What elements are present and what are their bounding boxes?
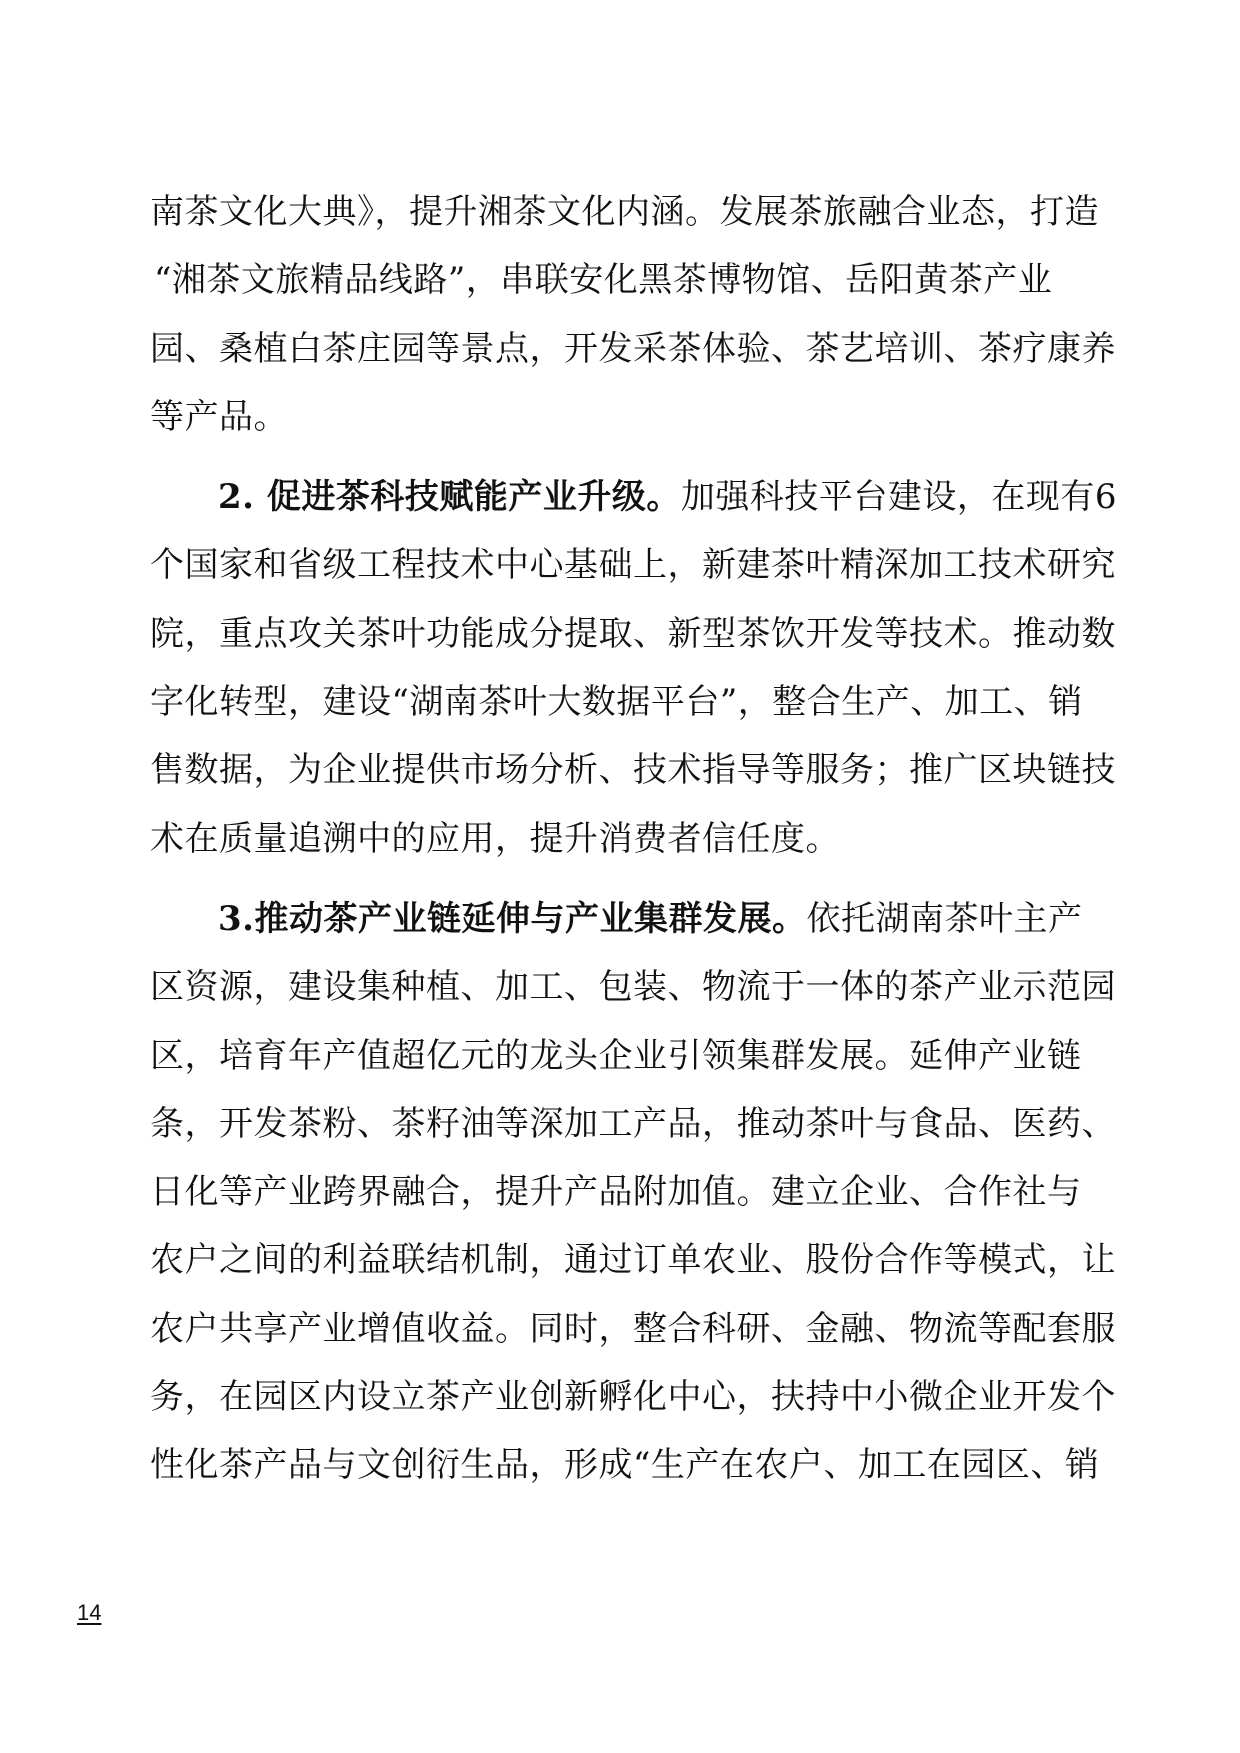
text-line: 农户共享产业增值收益。同时，整合科研、金融、物流等配套服 bbox=[150, 1308, 1116, 1349]
text-line bbox=[150, 463, 1117, 531]
text-line: 区资源，建设集种植、加工、包装、物流于一体的茶产业示范园 bbox=[150, 967, 1116, 1008]
text-line: 日化等产业跨界融合，提升产品附加值。建立企业、合作社与 bbox=[150, 1172, 1082, 1213]
text-line: 务，在园区内设立茶产业创新孵化中心，扶持中小微企业开发个 bbox=[150, 1377, 1116, 1418]
text-line: 园、桑植白茶庄园等景点，开发采茶体验、茶艺培训、茶疗康养 bbox=[150, 328, 1116, 369]
text-line: 术在质量追溯中的应用，提升消费者信任度。 bbox=[150, 818, 840, 859]
heading-line-rest: 加强科技平台建设，在现有6 bbox=[680, 477, 1117, 518]
text-line: 字化转型，建设“湖南茶叶大数据平台”，整合生产、加工、销 bbox=[150, 682, 1083, 723]
heading-line-rest: 依托湖南茶叶主产 bbox=[806, 898, 1083, 939]
section-heading: 2. 促进茶科技赋能产业升级。 bbox=[218, 477, 681, 518]
text-line: 售数据，为企业提供市场分析、技术指导等服务；推广区块链技 bbox=[150, 750, 1116, 791]
text-line: 性化茶产品与文创衍生品，形成“生产在农户、加工在园区、销 bbox=[150, 1445, 1100, 1486]
paragraph-tea-technology bbox=[150, 463, 1117, 873]
paragraph-tea-culture bbox=[150, 178, 1116, 451]
page-number: 14 bbox=[77, 1600, 102, 1625]
paragraph-industry-chain bbox=[150, 885, 1116, 1500]
document-body bbox=[150, 178, 1117, 1500]
text-line bbox=[150, 885, 1083, 953]
text-line: 院，重点攻关茶叶功能成分提取、新型茶饮开发等技术。推动数 bbox=[150, 613, 1116, 654]
section-heading: 3.推动茶产业链延伸与产业集群发展。 bbox=[218, 898, 807, 939]
text-line: “湘茶文旅精品线路”，串联安化黑茶博物馆、岳阳黄茶产业 bbox=[154, 260, 1053, 301]
text-line: 区，培育年产值超亿元的龙头企业引领集群发展。延伸产业链 bbox=[150, 1035, 1082, 1076]
text-line: 个国家和省级工程技术中心基础上，新建茶叶精深加工技术研究 bbox=[150, 545, 1116, 586]
text-line: 等产品。 bbox=[150, 396, 288, 437]
text-line: 条，开发茶粉、茶籽油等深加工产品，推动茶叶与食品、医药、 bbox=[150, 1103, 1116, 1144]
text-line: 农户之间的利益联结机制，通过订单农业、股份合作等模式，让 bbox=[150, 1240, 1116, 1281]
text-line: 南茶文化大典》，提升湘茶文化内涵。发展茶旅融合业态，打造 bbox=[150, 192, 1099, 232]
